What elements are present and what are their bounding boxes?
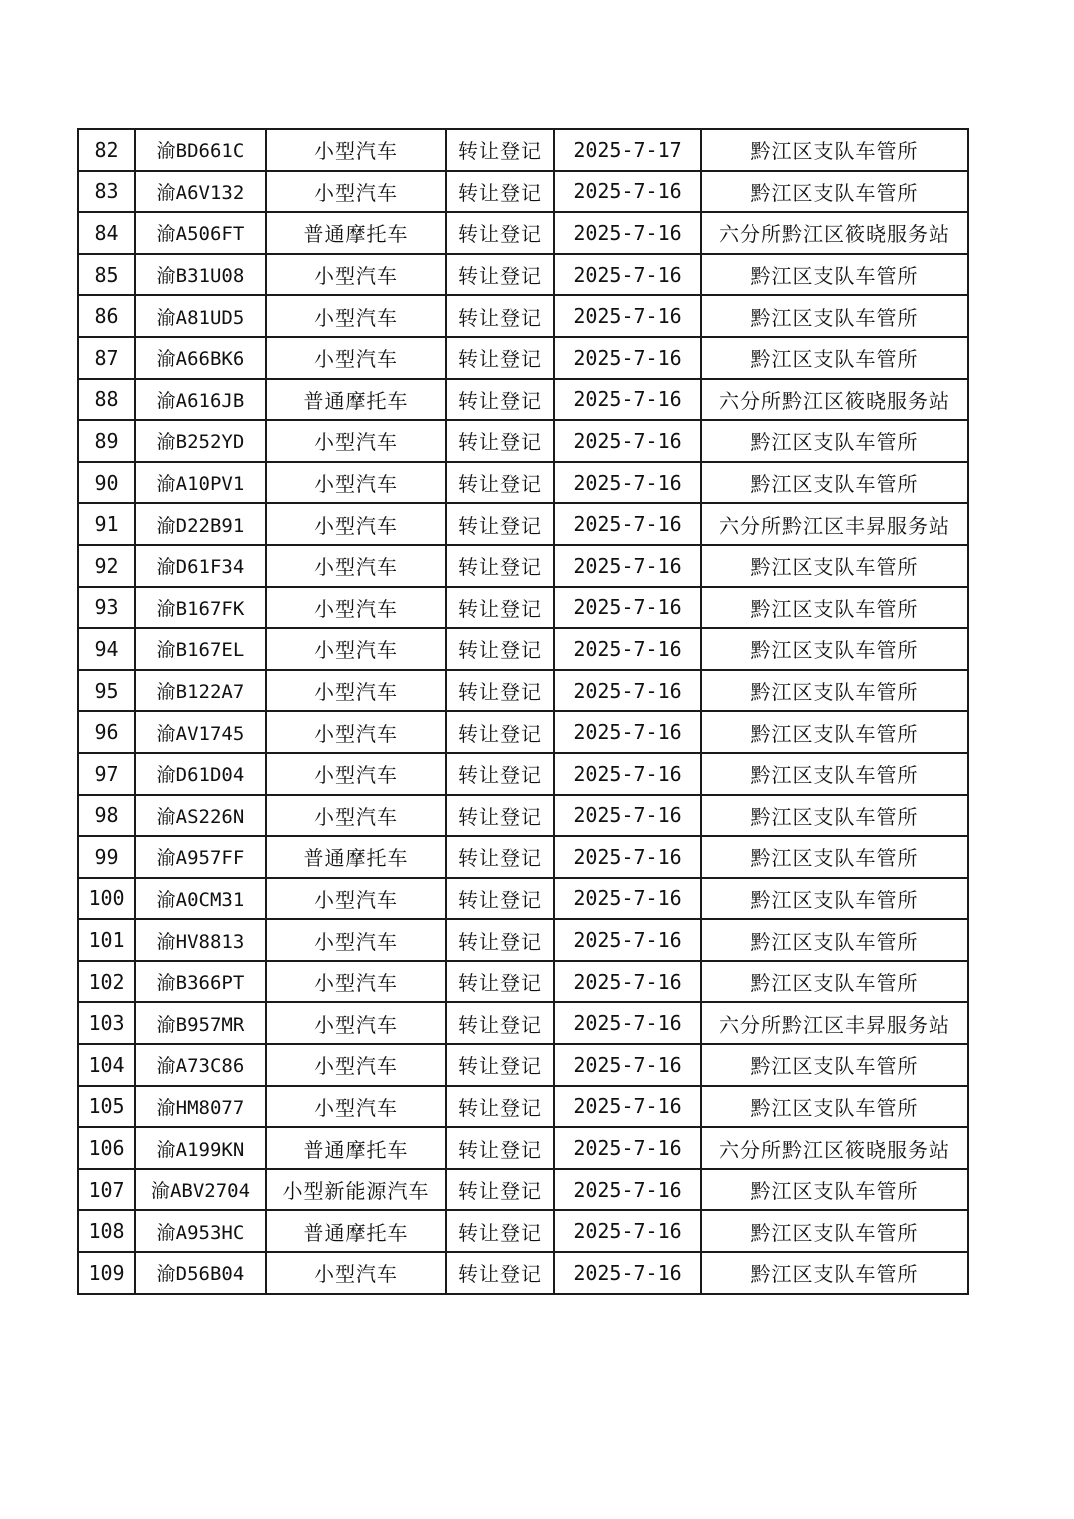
office-cell: 黔江区支队车管所	[701, 171, 968, 213]
vehicle-type-cell: 小型汽车	[266, 961, 446, 1003]
vehicle-type-cell: 小型汽车	[266, 1002, 446, 1044]
office-cell: 黔江区支队车管所	[701, 1252, 968, 1294]
business-type-cell: 转让登记	[446, 878, 554, 920]
table-row	[78, 670, 968, 712]
office-cell: 黔江区支队车管所	[701, 1169, 968, 1211]
row-number-cell: 88	[78, 379, 135, 421]
office-cell: 黔江区支队车管所	[701, 711, 968, 753]
plate-number-cell: 渝D61F34	[135, 545, 266, 587]
plate-number-cell: 渝HM8077	[135, 1086, 266, 1128]
plate-number-cell: 渝ABV2704	[135, 1169, 266, 1211]
business-type-cell: 转让登记	[446, 545, 554, 587]
business-type-cell: 转让登记	[446, 462, 554, 504]
plate-number-cell: 渝A506FT	[135, 212, 266, 254]
date-cell: 2025-7-16	[554, 878, 701, 920]
plate-number-cell: 渝A81UD5	[135, 295, 266, 337]
vehicle-type-cell: 小型汽车	[266, 254, 446, 296]
row-number-cell: 102	[78, 961, 135, 1003]
table-row	[78, 628, 968, 670]
office-cell: 黔江区支队车管所	[701, 836, 968, 878]
office-cell: 黔江区支队车管所	[701, 295, 968, 337]
vehicle-type-cell: 小型汽车	[266, 462, 446, 504]
date-cell: 2025-7-16	[554, 1169, 701, 1211]
plate-number-cell: 渝A616JB	[135, 379, 266, 421]
row-number-cell: 103	[78, 1002, 135, 1044]
table-row	[78, 753, 968, 795]
vehicle-type-cell: 普通摩托车	[266, 379, 446, 421]
table-row	[78, 1252, 968, 1294]
office-cell: 黔江区支队车管所	[701, 961, 968, 1003]
table-row	[78, 961, 968, 1003]
office-cell: 六分所黔江区丰昇服务站	[701, 503, 968, 545]
row-number-cell: 84	[78, 212, 135, 254]
plate-number-cell: 渝AV1745	[135, 711, 266, 753]
date-cell: 2025-7-16	[554, 628, 701, 670]
row-number-cell: 109	[78, 1252, 135, 1294]
vehicle-type-cell: 小型汽车	[266, 1044, 446, 1086]
vehicle-type-cell: 普通摩托车	[266, 212, 446, 254]
office-cell: 黔江区支队车管所	[701, 129, 968, 171]
office-cell: 黔江区支队车管所	[701, 587, 968, 629]
date-cell: 2025-7-16	[554, 420, 701, 462]
date-cell: 2025-7-16	[554, 1044, 701, 1086]
table-row	[78, 420, 968, 462]
row-number-cell: 94	[78, 628, 135, 670]
office-cell: 六分所黔江区丰昇服务站	[701, 1002, 968, 1044]
office-cell: 黔江区支队车管所	[701, 254, 968, 296]
date-cell: 2025-7-16	[554, 295, 701, 337]
row-number-cell: 83	[78, 171, 135, 213]
plate-number-cell: 渝B252YD	[135, 420, 266, 462]
vehicle-type-cell: 小型汽车	[266, 171, 446, 213]
table-row	[78, 171, 968, 213]
date-cell: 2025-7-16	[554, 503, 701, 545]
vehicle-type-cell: 普通摩托车	[266, 1210, 446, 1252]
business-type-cell: 转让登记	[446, 1086, 554, 1128]
row-number-cell: 89	[78, 420, 135, 462]
row-number-cell: 85	[78, 254, 135, 296]
office-cell: 黔江区支队车管所	[701, 628, 968, 670]
table-row	[78, 129, 968, 171]
vehicle-type-cell: 小型汽车	[266, 795, 446, 837]
row-number-cell: 86	[78, 295, 135, 337]
business-type-cell: 转让登记	[446, 919, 554, 961]
row-number-cell: 100	[78, 878, 135, 920]
plate-number-cell: 渝A199KN	[135, 1127, 266, 1169]
vehicle-type-cell: 小型汽车	[266, 545, 446, 587]
table-row	[78, 1086, 968, 1128]
row-number-cell: 106	[78, 1127, 135, 1169]
plate-number-cell: 渝D22B91	[135, 503, 266, 545]
office-cell: 六分所黔江区筱晓服务站	[701, 212, 968, 254]
row-number-cell: 95	[78, 670, 135, 712]
plate-number-cell: 渝A957FF	[135, 836, 266, 878]
office-cell: 黔江区支队车管所	[701, 919, 968, 961]
business-type-cell: 转让登记	[446, 254, 554, 296]
row-number-cell: 90	[78, 462, 135, 504]
business-type-cell: 转让登记	[446, 171, 554, 213]
vehicle-type-cell: 普通摩托车	[266, 836, 446, 878]
table-row	[78, 337, 968, 379]
business-type-cell: 转让登记	[446, 711, 554, 753]
registration-table	[77, 128, 969, 1295]
table-row	[78, 545, 968, 587]
date-cell: 2025-7-16	[554, 379, 701, 421]
plate-number-cell: 渝B366PT	[135, 961, 266, 1003]
table-row	[78, 503, 968, 545]
vehicle-type-cell: 小型汽车	[266, 919, 446, 961]
plate-number-cell: 渝B122A7	[135, 670, 266, 712]
table-row	[78, 295, 968, 337]
row-number-cell: 107	[78, 1169, 135, 1211]
date-cell: 2025-7-16	[554, 711, 701, 753]
business-type-cell: 转让登记	[446, 379, 554, 421]
row-number-cell: 108	[78, 1210, 135, 1252]
office-cell: 黔江区支队车管所	[701, 337, 968, 379]
table-row	[78, 587, 968, 629]
office-cell: 黔江区支队车管所	[701, 1210, 968, 1252]
vehicle-type-cell: 小型汽车	[266, 878, 446, 920]
vehicle-type-cell: 小型新能源汽车	[266, 1169, 446, 1211]
vehicle-type-cell: 小型汽车	[266, 1252, 446, 1294]
date-cell: 2025-7-16	[554, 545, 701, 587]
row-number-cell: 104	[78, 1044, 135, 1086]
table-row	[78, 1002, 968, 1044]
business-type-cell: 转让登记	[446, 795, 554, 837]
table-row	[78, 254, 968, 296]
vehicle-type-cell: 小型汽车	[266, 1086, 446, 1128]
row-number-cell: 91	[78, 503, 135, 545]
table-row	[78, 462, 968, 504]
business-type-cell: 转让登记	[446, 337, 554, 379]
table-row	[78, 1210, 968, 1252]
table-row	[78, 878, 968, 920]
row-number-cell: 99	[78, 836, 135, 878]
plate-number-cell: 渝AS226N	[135, 795, 266, 837]
plate-number-cell: 渝A66BK6	[135, 337, 266, 379]
date-cell: 2025-7-16	[554, 795, 701, 837]
row-number-cell: 101	[78, 919, 135, 961]
plate-number-cell: 渝B957MR	[135, 1002, 266, 1044]
business-type-cell: 转让登记	[446, 836, 554, 878]
vehicle-type-cell: 小型汽车	[266, 753, 446, 795]
date-cell: 2025-7-16	[554, 1002, 701, 1044]
business-type-cell: 转让登记	[446, 628, 554, 670]
plate-number-cell: 渝B31U08	[135, 254, 266, 296]
date-cell: 2025-7-16	[554, 171, 701, 213]
plate-number-cell: 渝A0CM31	[135, 878, 266, 920]
row-number-cell: 92	[78, 545, 135, 587]
date-cell: 2025-7-16	[554, 462, 701, 504]
row-number-cell: 87	[78, 337, 135, 379]
plate-number-cell: 渝A6V132	[135, 171, 266, 213]
table-row	[78, 836, 968, 878]
business-type-cell: 转让登记	[446, 1169, 554, 1211]
office-cell: 六分所黔江区筱晓服务站	[701, 1127, 968, 1169]
business-type-cell: 转让登记	[446, 1044, 554, 1086]
date-cell: 2025-7-16	[554, 212, 701, 254]
plate-number-cell: 渝B167FK	[135, 587, 266, 629]
date-cell: 2025-7-16	[554, 1127, 701, 1169]
business-type-cell: 转让登记	[446, 670, 554, 712]
plate-number-cell: 渝A73C86	[135, 1044, 266, 1086]
vehicle-type-cell: 小型汽车	[266, 503, 446, 545]
business-type-cell: 转让登记	[446, 1252, 554, 1294]
date-cell: 2025-7-16	[554, 919, 701, 961]
business-type-cell: 转让登记	[446, 1210, 554, 1252]
row-number-cell: 96	[78, 711, 135, 753]
date-cell: 2025-7-16	[554, 254, 701, 296]
date-cell: 2025-7-16	[554, 753, 701, 795]
office-cell: 黔江区支队车管所	[701, 462, 968, 504]
table-row	[78, 379, 968, 421]
plate-number-cell: 渝A10PV1	[135, 462, 266, 504]
business-type-cell: 转让登记	[446, 420, 554, 462]
plate-number-cell: 渝HV8813	[135, 919, 266, 961]
business-type-cell: 转让登记	[446, 129, 554, 171]
table-row	[78, 795, 968, 837]
date-cell: 2025-7-16	[554, 587, 701, 629]
office-cell: 黔江区支队车管所	[701, 420, 968, 462]
vehicle-type-cell: 小型汽车	[266, 420, 446, 462]
office-cell: 黔江区支队车管所	[701, 795, 968, 837]
office-cell: 黔江区支队车管所	[701, 670, 968, 712]
vehicle-type-cell: 小型汽车	[266, 129, 446, 171]
office-cell: 黔江区支队车管所	[701, 753, 968, 795]
date-cell: 2025-7-16	[554, 1252, 701, 1294]
vehicle-type-cell: 普通摩托车	[266, 1127, 446, 1169]
table-row	[78, 212, 968, 254]
date-cell: 2025-7-16	[554, 961, 701, 1003]
office-cell: 黔江区支队车管所	[701, 545, 968, 587]
date-cell: 2025-7-16	[554, 1210, 701, 1252]
date-cell: 2025-7-16	[554, 836, 701, 878]
row-number-cell: 105	[78, 1086, 135, 1128]
row-number-cell: 93	[78, 587, 135, 629]
vehicle-type-cell: 小型汽车	[266, 670, 446, 712]
row-number-cell: 98	[78, 795, 135, 837]
office-cell: 黔江区支队车管所	[701, 1086, 968, 1128]
business-type-cell: 转让登记	[446, 1127, 554, 1169]
plate-number-cell: 渝B167EL	[135, 628, 266, 670]
business-type-cell: 转让登记	[446, 587, 554, 629]
business-type-cell: 转让登记	[446, 961, 554, 1003]
row-number-cell: 97	[78, 753, 135, 795]
plate-number-cell: 渝D56B04	[135, 1252, 266, 1294]
table-row	[78, 1169, 968, 1211]
business-type-cell: 转让登记	[446, 1002, 554, 1044]
plate-number-cell: 渝A953HC	[135, 1210, 266, 1252]
date-cell: 2025-7-16	[554, 1086, 701, 1128]
date-cell: 2025-7-16	[554, 337, 701, 379]
table-row	[78, 1127, 968, 1169]
business-type-cell: 转让登记	[446, 212, 554, 254]
vehicle-type-cell: 小型汽车	[266, 587, 446, 629]
office-cell: 黔江区支队车管所	[701, 1044, 968, 1086]
date-cell: 2025-7-17	[554, 129, 701, 171]
vehicle-type-cell: 小型汽车	[266, 337, 446, 379]
plate-number-cell: 渝BD661C	[135, 129, 266, 171]
row-number-cell: 82	[78, 129, 135, 171]
table-row	[78, 711, 968, 753]
business-type-cell: 转让登记	[446, 503, 554, 545]
business-type-cell: 转让登记	[446, 753, 554, 795]
table-body	[78, 129, 968, 1294]
table-row	[78, 1044, 968, 1086]
vehicle-type-cell: 小型汽车	[266, 295, 446, 337]
vehicle-type-cell: 小型汽车	[266, 628, 446, 670]
business-type-cell: 转让登记	[446, 295, 554, 337]
office-cell: 六分所黔江区筱晓服务站	[701, 379, 968, 421]
date-cell: 2025-7-16	[554, 670, 701, 712]
office-cell: 黔江区支队车管所	[701, 878, 968, 920]
vehicle-type-cell: 小型汽车	[266, 711, 446, 753]
table-row	[78, 919, 968, 961]
plate-number-cell: 渝D61D04	[135, 753, 266, 795]
